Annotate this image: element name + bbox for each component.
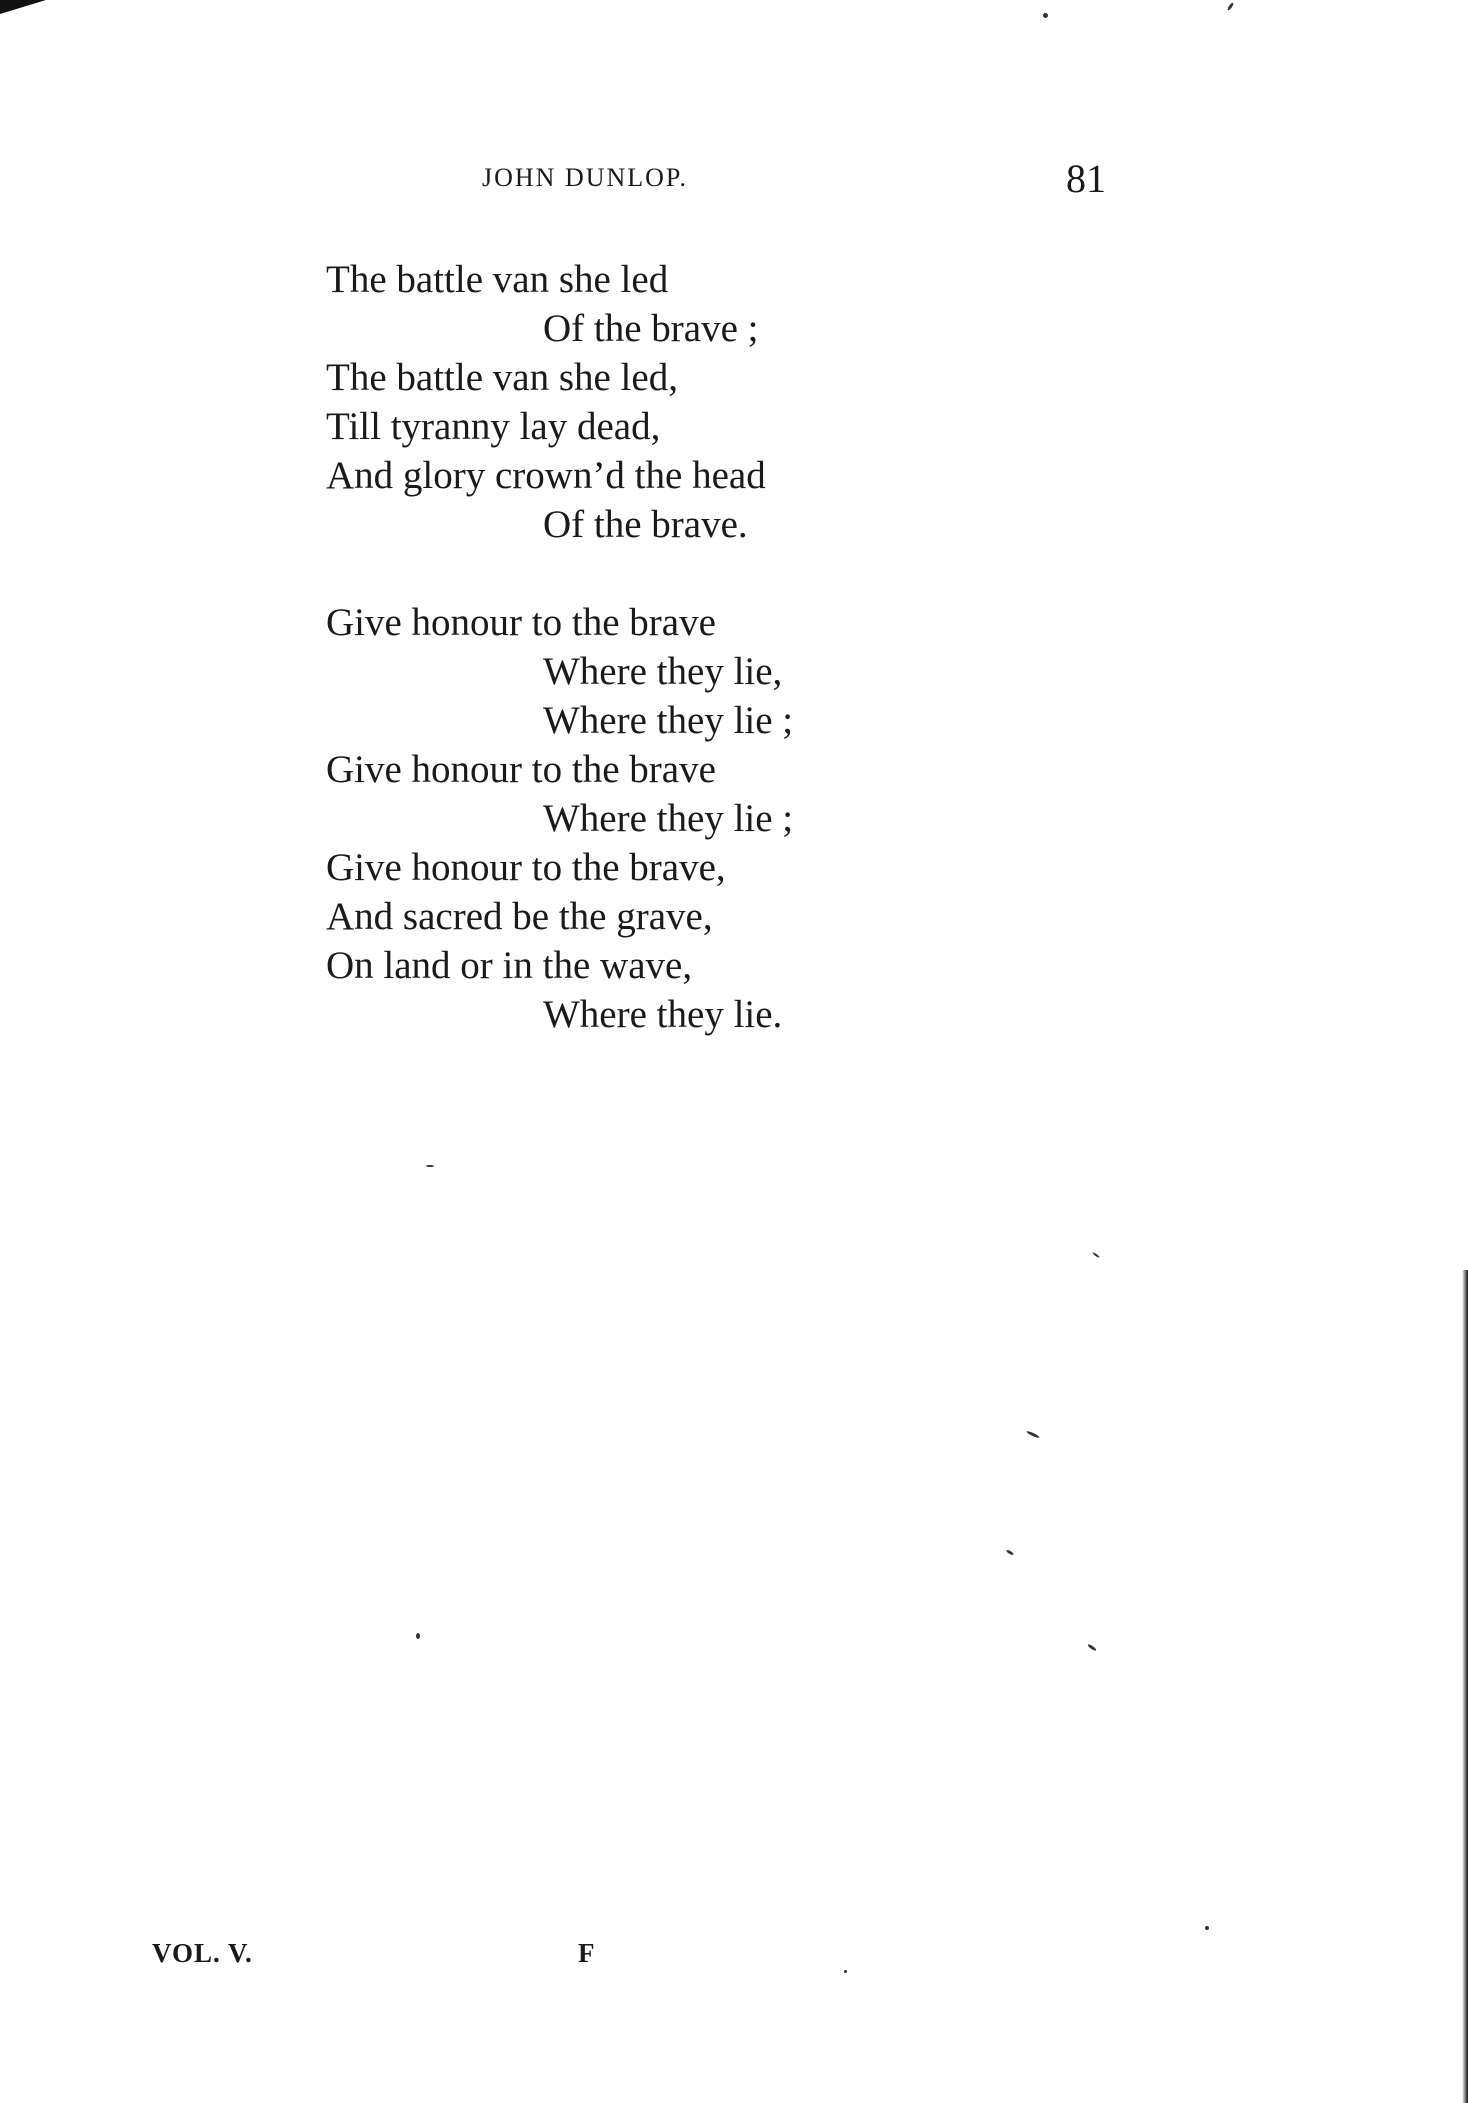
running-title: JOHN DUNLOP. [482, 163, 689, 192]
poem-line: And sacred be the grave, [326, 895, 713, 938]
poem-line: Give honour to the brave [326, 601, 716, 644]
poem-line-refrain: Where they lie ; [543, 797, 794, 840]
scan-speck [1006, 1549, 1014, 1556]
poem-line: Till tyranny lay dead, [326, 405, 661, 448]
poem-line-refrain: Where they lie, [543, 650, 783, 693]
scan-speck [1043, 13, 1048, 18]
scan-speck [416, 1633, 420, 1639]
poem-line: The battle van she led [326, 258, 669, 301]
volume-mark: VOL. V. [152, 1938, 253, 1968]
scan-speck [1227, 2, 1235, 11]
scan-speck [1087, 1643, 1097, 1651]
poem-line: Give honour to the brave, [326, 846, 726, 889]
scan-speck [1026, 1430, 1040, 1439]
signature-mark: F [578, 1938, 595, 1968]
scan-speck [844, 1970, 847, 1973]
stanza-1 [326, 255, 793, 549]
poem-line-refrain: Where they lie. [543, 993, 783, 1036]
scan-speck [1092, 1252, 1100, 1258]
poem-line: And glory crown’d the head [326, 454, 766, 497]
poem-line-refrain: Where they lie ; [543, 699, 794, 742]
corner-print-mark [0, 0, 46, 14]
poem [326, 255, 793, 1039]
poem-line: On land or in the wave, [326, 944, 693, 987]
poem-line-refrain: Of the brave ; [543, 307, 759, 350]
scan-speck [1205, 1926, 1209, 1930]
poem-line: Give honour to the brave [326, 748, 716, 791]
poem-line-refrain: Of the brave. [543, 503, 748, 546]
page-edge-shadow [1462, 1270, 1468, 2103]
poem-line: The battle van she led, [326, 356, 678, 399]
stanza-2 [326, 598, 793, 1039]
scan-speck [426, 1165, 434, 1167]
page-number: 81 [1066, 156, 1106, 201]
